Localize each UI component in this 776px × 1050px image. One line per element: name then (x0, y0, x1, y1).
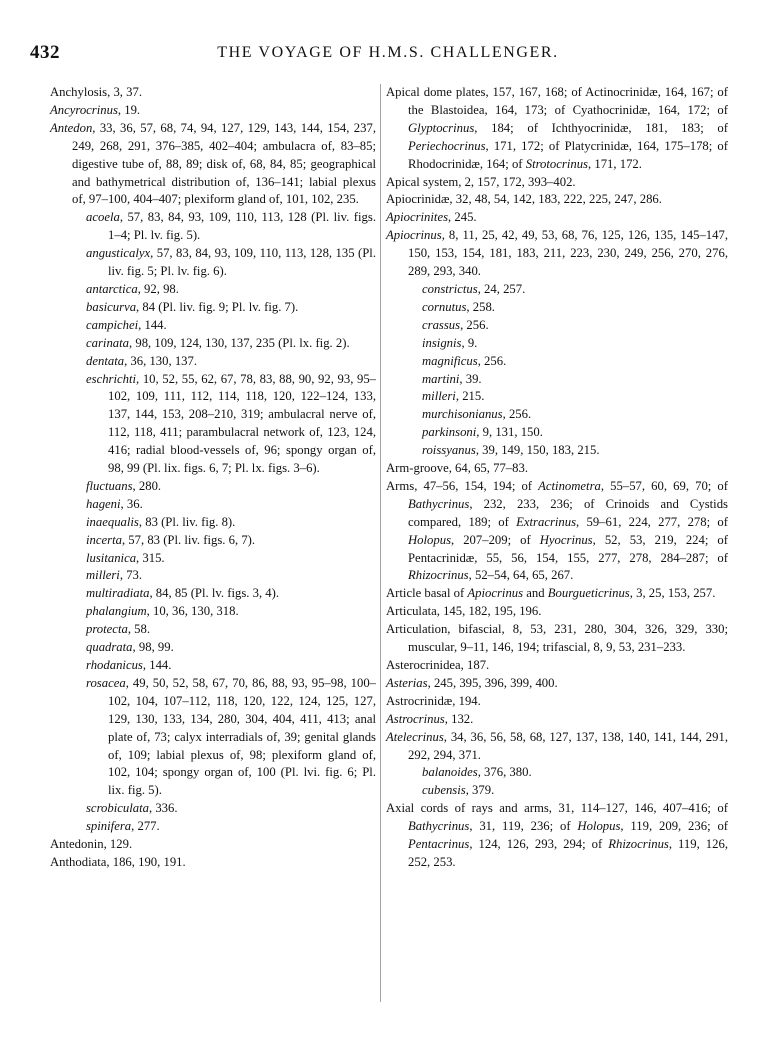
index-entry (50, 585, 376, 603)
index-term: Antedon (50, 120, 93, 135)
index-refs: , 129. (103, 837, 133, 852)
index-entry: Arm-groove, 64, 65, 77–83. (386, 461, 529, 476)
index-entry (50, 245, 376, 281)
index-term: incerta (86, 532, 122, 547)
index-entry (50, 84, 376, 102)
index-entry: parkinsoni, 9, 131, 150. (422, 425, 543, 440)
index-entry: Astrocrinus, 132. (386, 711, 474, 726)
index-entry: Axial cords of rays and arms, 31, 114–127, 146, 407–416; of Bathycrinus, 31, 119, 236; of Holopus, 119, 209, 236; of Pentacrinus, 124, 126, 293, 294; of Rhizocrinus, 119, 126, 252, 253. (386, 801, 729, 869)
index-entry: crassus, 256. (422, 317, 489, 332)
page-header (30, 42, 746, 66)
index-refs: , 33, 36, 57, 68, 74, 94, 127, 129, 143, 144, 154, 237, 249, 268, 291, 376–385, 402–404; ambulacra of, 83–85; digestive tube of, 88, 89; disk of, 68, 84, 85; geographical and bathymetrical distribution of, 136–141; labial plexus of, 97–100, 404–407; plexiform gland of, 101, 102, 235. (72, 120, 376, 207)
index-term: phalangium (86, 604, 147, 619)
index-refs: , 144. (142, 658, 172, 672)
index-refs: , 36, 130, 137. (124, 353, 198, 368)
index-term: milleri (86, 568, 120, 583)
index-term: dentata (86, 353, 125, 368)
index-entry: cornutus, 258. (422, 299, 495, 314)
index-entry (50, 335, 376, 353)
index-entry: Arms, 47–56, 154, 194; of Actinometra, 55–57, 60, 69, 70; of Bathycrinus, 232, 233, 236; of Crinoids and Cystids compared, 189; of Extracrinus, 59–61, 224, 277, 278; of Holopus, 207–209; of Hyocrinus, 52, 53, 219, 224; of Pentacrinidæ, 55, 56, 154, 155, 277, 278, 284–287; of Rhizocrinus, 52–54, 64, 65, 267. (386, 478, 728, 583)
index-refs: , 83 (Pl. liv. fig. 8). (138, 514, 236, 529)
index-entry (50, 281, 376, 299)
index-entry (50, 800, 376, 818)
index-refs: , 10, 52, 55, 62, 67, 78, 83, 88, 90, 92, 93, 95–102, 109, 111, 112, 114, 118, 120, 122–124, 133, 137, 144, 153, 208–210, 319; ambulacral nerve of, 112, 118, 411; parambulacral network of, 123, 124, 416; radial blood-vessels of, 96; spongy organ of, 98, 99 (Pl. lix. figs. 6, 7; Pl. lx. figs. 3–6). (108, 371, 376, 476)
index-term: scrobiculata (86, 801, 149, 816)
index-entry (50, 621, 376, 639)
index-term: campichei (86, 317, 139, 332)
index-refs: , 73. (119, 568, 143, 583)
index-term: angusticalyx (86, 246, 151, 261)
index-entry: roissyanus, 39, 149, 150, 183, 215. (422, 443, 600, 458)
index-entry: Apiocrinites, 245. (386, 210, 477, 225)
index-entry: cubensis, 379. (422, 783, 495, 798)
index-entry (50, 639, 376, 657)
index-entry (50, 478, 376, 496)
index-term: quadrata (86, 640, 133, 655)
index-entry: constrictus, 24, 257. (422, 281, 526, 296)
index-entry (50, 120, 376, 210)
index-entry: murchisonianus, 256. (422, 407, 532, 422)
index-entry (50, 102, 376, 120)
index-entry: Article basal of Apiocrinus and Bourgueticrinus, 3, 25, 153, 257. (386, 586, 716, 601)
index-column-left (50, 84, 376, 872)
index-term: acoela (86, 210, 120, 225)
index-entry (50, 317, 376, 335)
index-refs: , 186, 190, 191. (106, 854, 186, 869)
index-refs: , 280. (132, 478, 162, 493)
column-divider (380, 84, 381, 1002)
index-refs: , 92, 98. (137, 281, 179, 296)
index-refs: , 98, 109, 124, 130, 137, 235 (Pl. lx. fig. 2). (129, 335, 350, 350)
index-entry (50, 371, 376, 478)
index-entry: Asterocrinidea, 187. (386, 658, 490, 672)
page-number: 432 (30, 42, 60, 63)
index-refs: , 57, 83, 84, 93, 109, 110, 113, 128 (Pl. liv. figs. 1–4; Pl. lv. fig. 5). (108, 210, 376, 243)
index-entry: milleri, 215. (422, 389, 485, 404)
index-term: inaequalis (86, 514, 139, 529)
index-entry (50, 657, 376, 675)
index-entry (50, 353, 376, 371)
index-term: protecta (86, 622, 128, 637)
index-entry: Apiocrinidæ, 32, 48, 54, 142, 183, 222, 225, 247, 286. (386, 192, 662, 207)
index-entry (50, 603, 376, 621)
index-refs: , 84 (Pl. liv. fig. 9; Pl. lv. fig. 7). (136, 299, 299, 314)
index-refs: , 84, 85 (Pl. lv. figs. 3, 4). (149, 586, 280, 601)
index-refs: , 58. (127, 622, 151, 637)
index-term: Ancyrocrinus (50, 102, 118, 117)
index-refs: , 36. (120, 496, 143, 511)
index-term: rhodanicus (86, 658, 143, 672)
index-refs: , 10, 36, 130, 318. (146, 604, 239, 619)
index-refs: , 3, 37. (107, 85, 142, 99)
index-term: basicurva (86, 299, 137, 314)
running-title: THE VOYAGE OF H.M.S. CHALLENGER. (217, 44, 559, 61)
index-refs: , 57, 83 (Pl. liv. figs. 6, 7). (121, 532, 256, 547)
index-term: Anchylosis (50, 85, 108, 99)
index-term: carinata (86, 335, 129, 350)
index-entry: magnificus, 256. (422, 353, 507, 368)
index-entry (50, 209, 376, 245)
index-refs: , 315. (136, 550, 165, 565)
index-refs: , 336. (148, 801, 178, 816)
index-entry (50, 496, 376, 514)
index-refs: , 277. (131, 819, 160, 834)
index-term: Anthodiata (50, 854, 107, 869)
index-column-right (386, 84, 728, 872)
index-entry: insignis, 9. (422, 335, 478, 350)
index-refs: , 98, 99. (132, 640, 174, 655)
index-term: multiradiata (86, 586, 150, 601)
index-term: fluctuans (86, 478, 133, 493)
index-entry (50, 675, 376, 800)
index-term: spinifera (86, 819, 132, 834)
index-entry (50, 836, 376, 854)
index-entry (50, 567, 376, 585)
index-entry (50, 550, 376, 568)
index-refs: , 49, 50, 52, 58, 67, 70, 86, 88, 93, 95–98, 100–102, 104, 107–112, 118, 120, 122, 124, 125, 127, 129, 130, 133, 134, 280, 304, 404, 411, 413; anal plate of, 73; calyx interradials of, 39; genital glands of, 109; labial plexus of, 98; plexiform gland of, 102, 104; spongy organ of, 100 (Pl. lvi. fig. 6; Pl. lix. fig. 5). (108, 675, 376, 798)
index-term: eschrichti (86, 371, 137, 386)
index-entry: Atelecrinus, 34, 36, 56, 58, 68, 127, 137, 138, 140, 141, 144, 291, 292, 294, 371. (386, 729, 728, 762)
index-entry (50, 514, 376, 532)
index-entry (50, 818, 376, 836)
index-refs: , 57, 83, 84, 93, 109, 110, 113, 128, 135 (Pl. liv. fig. 5; Pl. lv. fig. 6). (108, 246, 376, 279)
index-term: rosacea (86, 675, 126, 690)
index-refs: , 19. (117, 102, 141, 117)
index-term: antarctica (86, 281, 138, 296)
index-entry: Articulata, 145, 182, 195, 196. (386, 604, 542, 619)
index-entry (50, 532, 376, 550)
index-entry (50, 854, 376, 872)
index-term: lusitanica (86, 550, 137, 565)
index-entry (50, 299, 376, 317)
index-entry: Asterias, 245, 395, 396, 399, 400. (386, 675, 558, 690)
index-refs: , 144. (138, 317, 167, 332)
index-entry: Apical dome plates, 157, 167, 168; of Actinocrinidæ, 164, 167; of the Blastoidea, 164, 173; of Cyathocrinidæ, 164, 172; of Glyptocrinus, 184; of Ichthyocrinidæ, 181, 183; of Periechocrinus, 171, 172; of Platycrinidæ, 164, 175–178; of Rhodocrinidæ, 164; of Strotocrinus, 171, 172. (386, 85, 728, 171)
index-term: Antedonin (50, 837, 104, 852)
index-entry: Astrocrinidæ, 194. (386, 693, 481, 708)
index-entry: Apiocrinus, 8, 11, 25, 42, 49, 53, 68, 76, 125, 126, 135, 145–147, 150, 153, 154, 181, 183, 211, 223, 230, 249, 256, 270, 276, 289, 293, 340. (386, 228, 728, 279)
index-entry: martini, 39. (422, 371, 482, 386)
index-entry: Apical system, 2, 157, 172, 393–402. (386, 174, 576, 189)
index-term: hageni (86, 496, 121, 511)
index-entry: Articulation, bifascial, 8, 53, 231, 280, 304, 326, 329, 330; muscular, 9–11, 146, 194; trifascial, 8, 9, 53, 231–233. (386, 622, 728, 655)
index-entry: balanoides, 376, 380. (422, 765, 532, 780)
